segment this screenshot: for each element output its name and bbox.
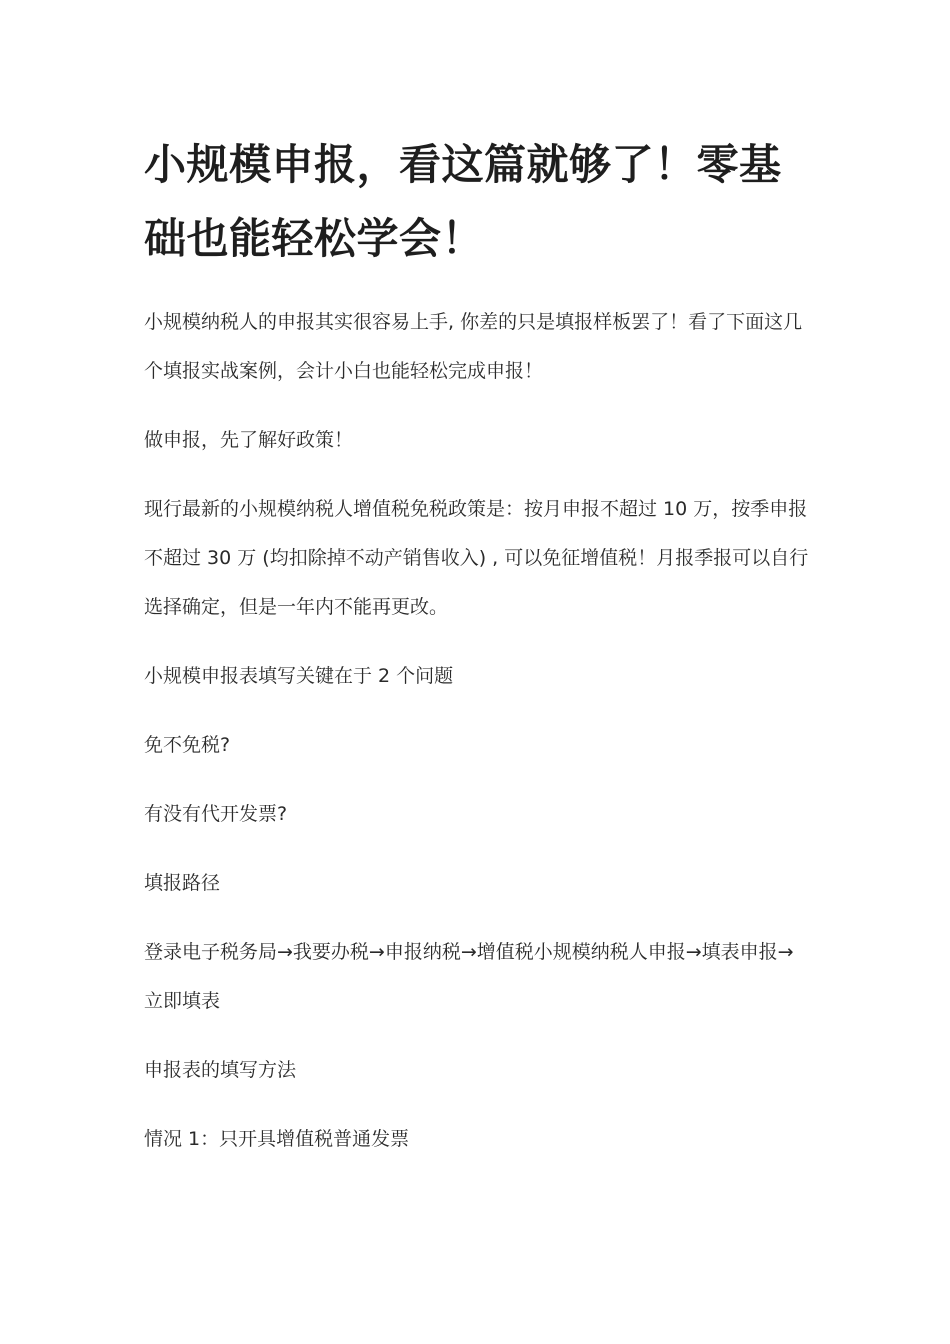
paragraph-policy-heading: 做申报，先了解好政策！ [144, 429, 354, 451]
paragraph-policy: 现行最新的小规模纳税人增值税免税政策是：按月申报不超过 10 万，按季申报不超过 30 万 (均扣除掉不动产销售收入) , 可以免征增值税！月报季报可以自行选择确定，但是一年内不能再更改。 [144, 498, 809, 618]
paragraph-path-heading: 填报路径 [144, 872, 221, 894]
paragraph-question-invoice: 有没有代开发票? [144, 803, 288, 825]
paragraph-method-heading: 申报表的填写方法 [144, 1059, 297, 1081]
paragraph-case-1: 情况 1：只开具增值税普通发票 [144, 1128, 410, 1150]
paragraph-intro: 小规模纳税人的申报其实很容易上手, 你差的只是填报样板罢了！看了下面这几个填报实战案例，会计小白也能轻松完成申报！ [144, 311, 803, 382]
document-page [144, 128, 812, 1184]
paragraph-key-questions: 小规模申报表填写关键在于 2 个问题 [144, 665, 454, 687]
document-body [144, 298, 812, 1164]
document-title: 小规模申报，看这篇就够了！零基础也能轻松学会！ [144, 140, 782, 263]
paragraph-question-exempt: 免不免税? [144, 734, 231, 756]
paragraph-path: 登录电子税务局→我要办税→申报纳税→增值税小规模纳税人申报→填表申报→立即填表 [144, 941, 794, 1012]
